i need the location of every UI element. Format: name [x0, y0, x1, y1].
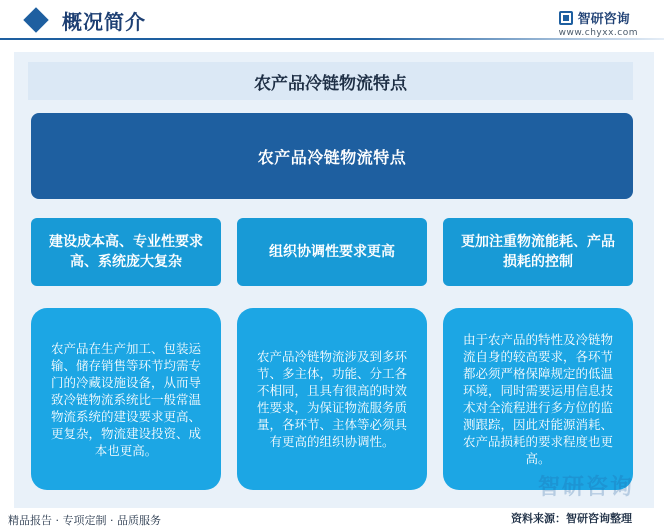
column-body-2: [237, 308, 427, 490]
footer-slogan: 精品报告 · 专项定制 · 品质服务: [8, 514, 161, 527]
column-body-1: [31, 308, 221, 490]
column-heading-3: [443, 218, 633, 286]
root-node-label: 农产品冷链物流特点: [257, 147, 407, 167]
header-divider: [0, 38, 664, 40]
column-body-2-text: 农产品冷链物流涉及到多环节、多主体，功能、分工各不相同，且具有很高的时效性要求，为保证物流服务质量，各环节、主体等必须具有更高的组织协调性。: [256, 349, 407, 449]
footer-source: 资料来源：智研咨询整理: [511, 512, 632, 525]
column-heading-2-text: 组织协调性要求更高: [269, 244, 395, 260]
root-node: [31, 113, 633, 199]
page-footer: [0, 508, 664, 532]
brand-logo: [559, 8, 638, 38]
column-body-1-text: 农产品在生产加工、包装运输、储存销售等环节均需专门的冷藏设施设备，从而导致冷链物流系统比一般常温物流系统的建设要求更高、更复杂，物流建设投资、成本也更高。: [50, 340, 201, 458]
watermark: 智研咨询: [537, 475, 634, 500]
column-body-3: [443, 308, 633, 490]
brand-icon: [559, 11, 573, 25]
column-heading-2: [237, 218, 427, 286]
section-banner: [28, 62, 633, 100]
column-heading-3-text: 更加注重物流能耗、产品损耗的控制: [461, 234, 615, 270]
column-heading-1-text: 建设成本高、专业性要求高、系统庞大复杂: [49, 234, 203, 270]
page-header: [0, 0, 664, 44]
brand-name: 智研咨询: [577, 12, 630, 27]
brand-url: www.chyxx.com: [558, 28, 638, 38]
column-heading-1: [31, 218, 221, 286]
column-body-3-text: 由于农产品的特性及冷链物流自身的较高要求，各环节都必须严格保障规定的低温环境，同时需要运用信息技术对全流程进行多方位的监测跟踪，因此对能源消耗、农产品损耗的要求程度也更高。: [462, 332, 613, 466]
page-title: 概况简介: [62, 10, 146, 34]
diamond-icon: [23, 7, 48, 32]
banner-title: 农产品冷链物流特点: [254, 73, 407, 94]
